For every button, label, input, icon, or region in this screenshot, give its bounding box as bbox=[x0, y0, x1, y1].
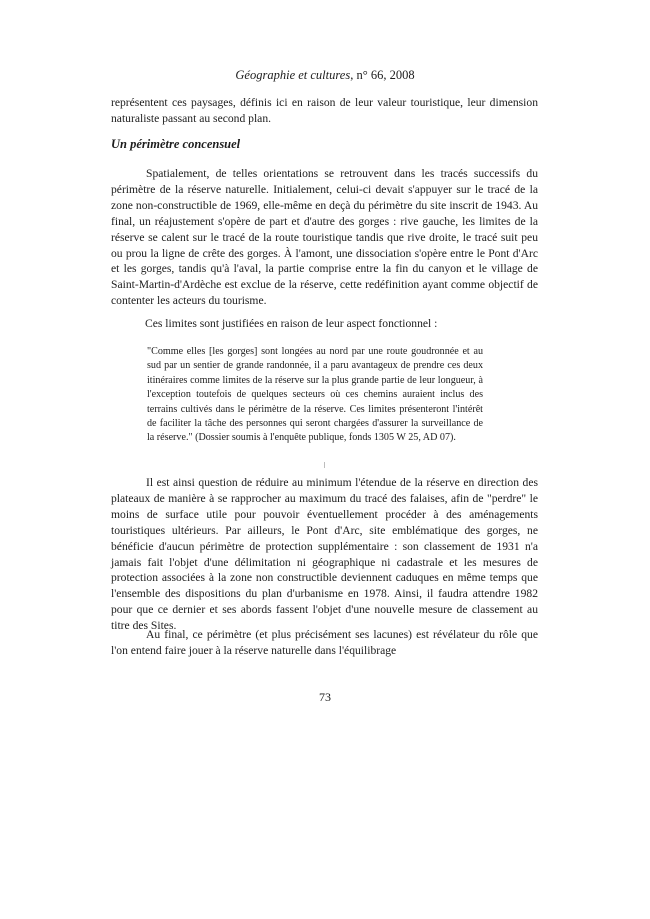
journal-title: Géographie et cultures bbox=[235, 68, 351, 82]
journal-issue: , n° 66, 2008 bbox=[350, 68, 415, 82]
page-number: 73 bbox=[319, 690, 331, 704]
scan-mark bbox=[324, 462, 325, 468]
paragraph-4: Au final, ce périmètre (et plus précisément ses lacunes) est révélateur du rôle que l'on entend faire jouer à la réserve naturelle dans l'équilibrage bbox=[111, 628, 538, 657]
paragraph-1: représentent ces paysages, définis ici en raison de leur valeur touristique, leur dimension naturaliste passant au second plan. bbox=[111, 96, 538, 125]
quote-intro: Ces limites sont justifiées en raison de leur aspect fonctionnel : bbox=[145, 317, 438, 330]
paragraph-3: Il est ainsi question de réduire au minimum l'étendue de la réserve en direction des plateaux de manière à se rapprocher au maximum du tracé des falaises, afin de "perdre" le moins de surface utile pour pouvoir éventuellement procéder à des aménagements touristiques ultérieurs. Par ailleurs, le Pont d'Arc, site emblématique des gorges, ne bénéficie d'aucun périmètre de protection supplémentaire : son classement de 1931 n'a jamais fait l'objet d'une délimitation ni géographique ni cadastrale et les mesures de protection associées à la zone non constructible deviennent caduques en même temps que l'ensemble des dispositions du plan d'urbanisme en 1978. Ainsi, il faudra attendre 1982 pour que ce dernier et ses abords fassent l'objet d'une nouvelle mesure de classement au titre des Sites. bbox=[111, 476, 538, 633]
paragraph-2: Spatialement, de telles orientations se retrouvent dans les tracés successifs du périmètre de la réserve naturelle. Initialement, celui-ci devait s'appuyer sur le tracé de la zone non-constructible de 1969, elle-même en deçà du périmètre du site inscrit de 1943. Au final, un réajustement s'opère de part et d'autre des gorges : rive gauche, les limites de la réserve se calent sur le tracé de la route touristique tandis que rive droite, le tracé suit peu ou prou la ligne de crête des gorges. À l'amont, une dissociation s'opère entre le Pont d'Arc et les gorges, tandis qu'à l'aval, la partie comprise entre la fin du canyon et le village de Saint-Martin-d'Ardèche est exclue de la réserve, cette redéfinition ayant comme objectif de contenter les acteurs du tourisme. bbox=[111, 167, 538, 308]
section-heading: Un périmètre concensuel bbox=[111, 137, 241, 151]
running-head bbox=[0, 68, 650, 83]
block-quote: "Comme elles [les gorges] sont longées au nord par une route goudronnée et au sud par un sentier de grande randonnée, il a paru avantageux de prendre ces deux itinéraires comme limites de la réserve sur la plus grande partie de leur longueur, à l'exception toutefois de quelques secteurs où ces chemins auraient inclus des terrains cultivés dans le périmètre de la réserve. Ces limites présenteront l'intérêt de faciliter la tâche des personnes qui seront chargées d'assurer la surveillance de la réserve." (Dossier soumis à l'enquête publique, fonds 1305 W 25, AD 07). bbox=[147, 346, 483, 444]
